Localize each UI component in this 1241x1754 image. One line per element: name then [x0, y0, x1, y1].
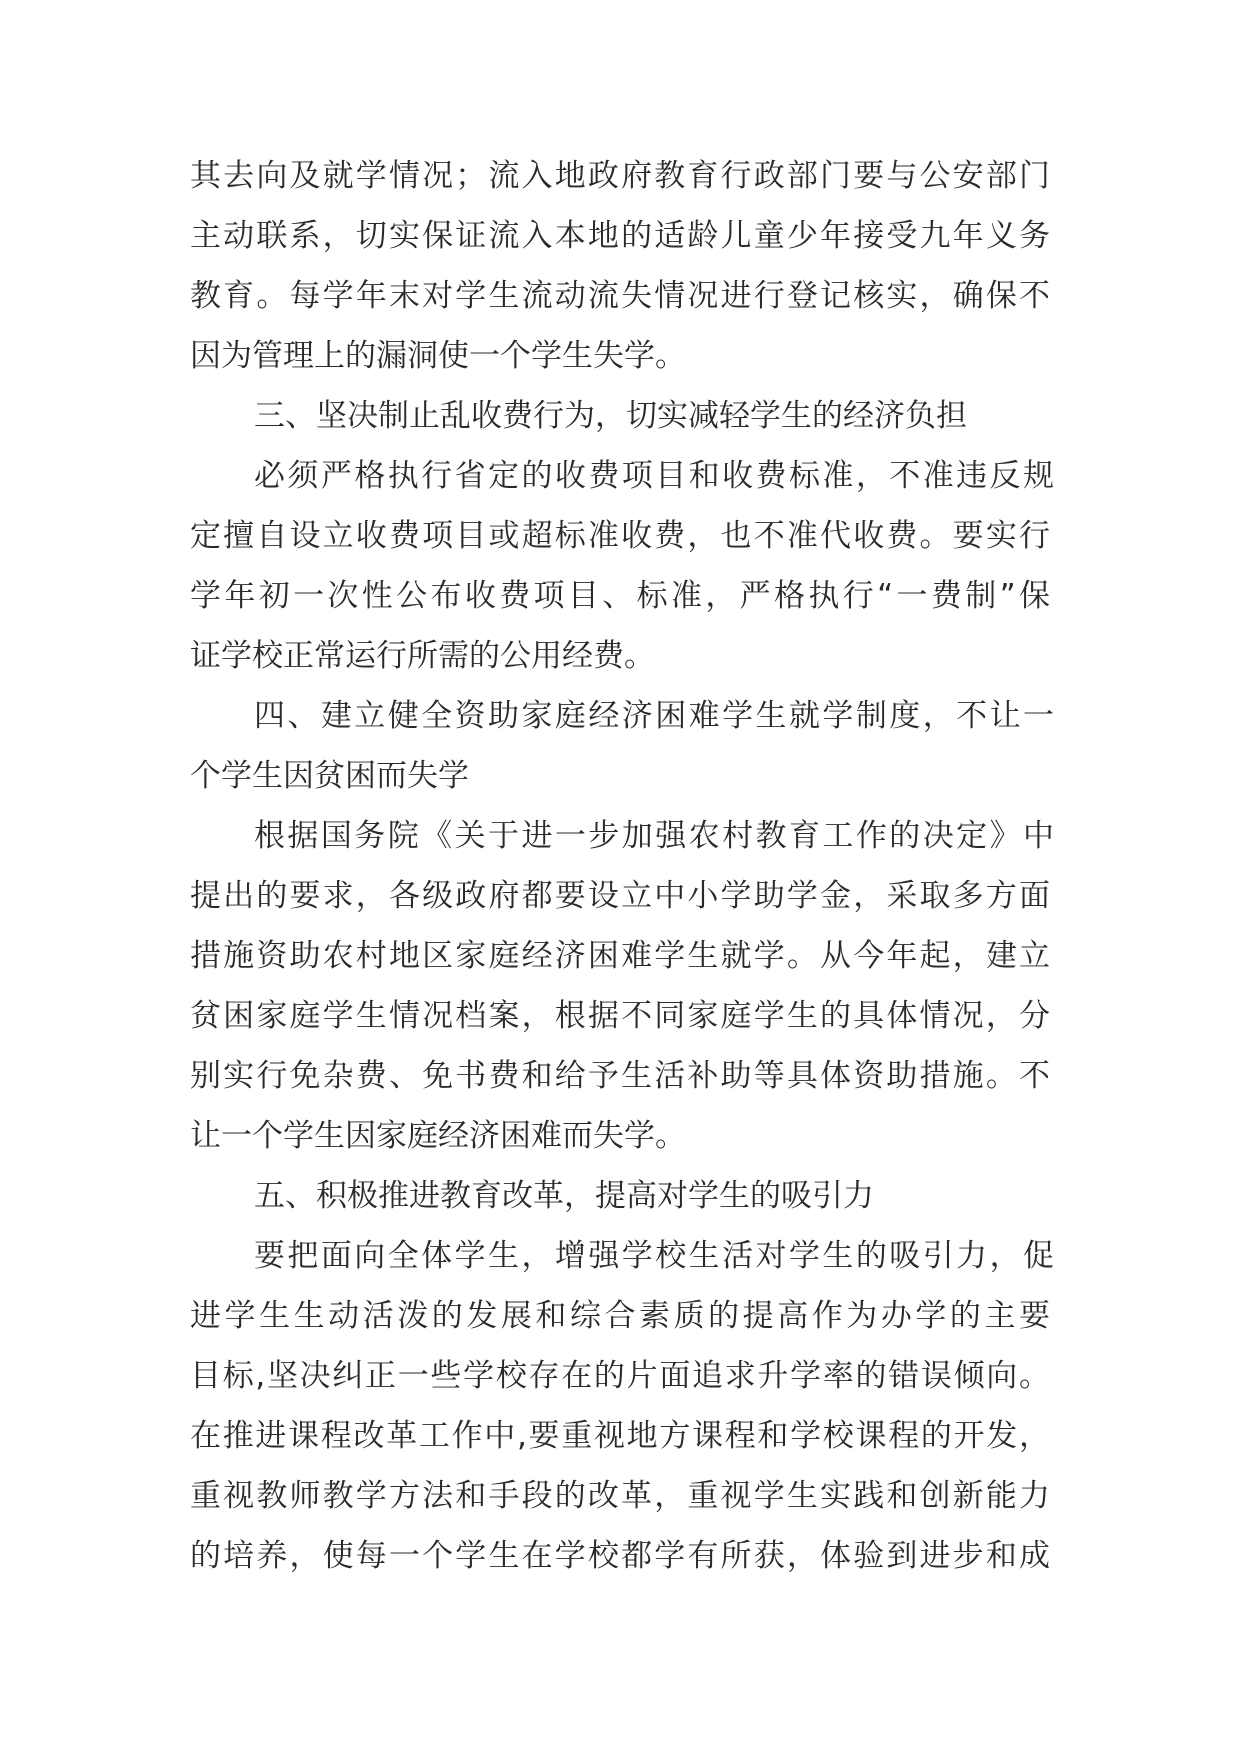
text-line: 教育。每学年末对学生流动流失情况进行登记核实，确保不 — [190, 278, 1050, 314]
text-line: 目标,坚决纠正一些学校存在的片面追求升学率的错误倾向。 — [190, 1358, 1050, 1394]
text-line: 因为管理上的漏洞使一个学生失学。 — [190, 338, 686, 374]
text-line: 定擅自设立收费项目或超标准收费，也不准代收费。要实行 — [190, 518, 1050, 554]
text-line: 其去向及就学情况；流入地政府教育行政部门要与公安部门 — [190, 158, 1050, 194]
text-line: 贫困家庭学生情况档案，根据不同家庭学生的具体情况，分 — [190, 998, 1050, 1034]
text-line: 进学生生动活泼的发展和综合素质的提高作为办学的主要 — [190, 1298, 1050, 1334]
text-line: 必须严格执行省定的收费项目和收费标准，不准违反规 — [254, 458, 1054, 494]
text-line: 要把面向全体学生，增强学校生活对学生的吸引力，促 — [254, 1238, 1054, 1274]
text-line: 在推进课程改革工作中,要重视地方课程和学校课程的开发， — [190, 1418, 1050, 1454]
text-line: 的培养，使每一个学生在学校都学有所获，体验到进步和成 — [190, 1538, 1050, 1574]
section-heading: 四、建立健全资助家庭经济困难学生就学制度，不让一 — [254, 698, 1054, 734]
text-line: 别实行免杂费、免书费和给予生活补助等具体资助措施。不 — [190, 1058, 1050, 1094]
text-line: 措施资助农村地区家庭经济困难学生就学。从今年起，建立 — [190, 938, 1050, 974]
text-line: 让一个学生因家庭经济困难而失学。 — [190, 1118, 686, 1154]
section-heading: 三、坚决制止乱收费行为，切实减轻学生的经济负担 — [254, 398, 967, 434]
text-line: 证学校正常运行所需的公用经费。 — [190, 638, 655, 674]
text-line: 根据国务院《关于进一步加强农村教育工作的决定》中 — [254, 818, 1054, 854]
section-heading: 五、积极推进教育改革，提高对学生的吸引力 — [254, 1178, 874, 1214]
text-line: 提出的要求，各级政府都要设立中小学助学金，采取多方面 — [190, 878, 1050, 914]
text-line: 重视教师教学方法和手段的改革，重视学生实践和创新能力 — [190, 1478, 1050, 1514]
text-line: 学年初一次性公布收费项目、标准，严格执行“一费制”保 — [190, 578, 1050, 614]
section-heading: 个学生因贫困而失学 — [190, 758, 469, 794]
text-line: 主动联系，切实保证流入本地的适龄儿童少年接受九年义务 — [190, 218, 1050, 254]
